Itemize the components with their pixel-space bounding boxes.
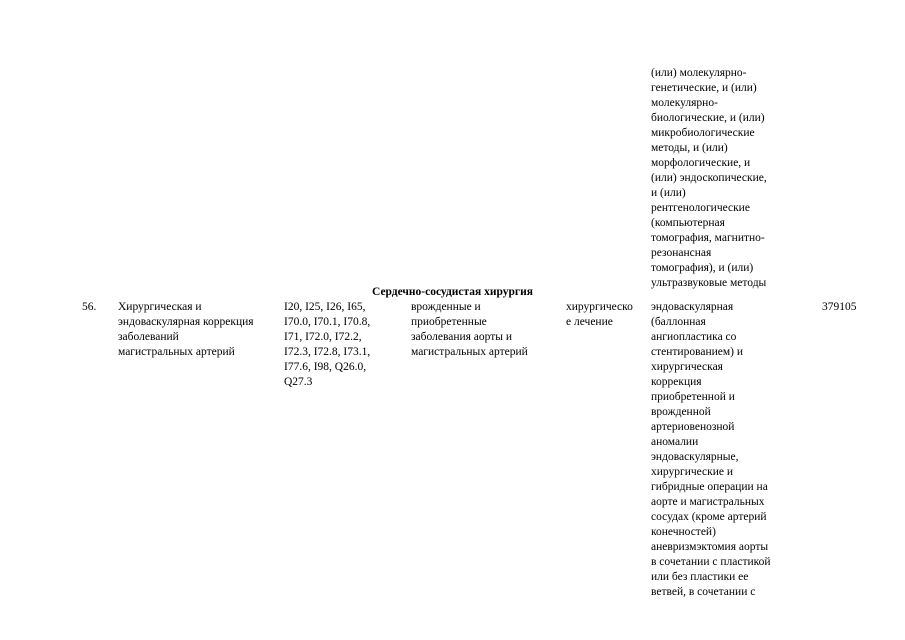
- text-line: (или) молекулярно-: [651, 67, 747, 79]
- text-line: приобретенной и: [651, 391, 735, 403]
- text-line: I72.3, I72.8, I73.1,: [284, 346, 371, 358]
- text-line: эндоваскулярная коррекция: [118, 316, 254, 328]
- text-line: магистральных артерий: [118, 346, 235, 358]
- text-line: хирургическая: [651, 361, 723, 373]
- text-line: томография), и (или): [651, 262, 754, 274]
- text-line: эндоваскулярные,: [651, 451, 739, 463]
- cost-cell: 379105: [822, 301, 857, 313]
- text-line: эндоваскулярная: [651, 301, 734, 313]
- text-line: сосудах (кроме артерий: [651, 511, 767, 523]
- text-line: е лечение: [566, 316, 613, 328]
- text-line: молекулярно-: [651, 97, 718, 109]
- text-line: методы, и (или): [651, 142, 728, 154]
- text-line: томография, магнитно-: [651, 232, 765, 244]
- intervention-name-cell: [118, 300, 278, 360]
- text-line: врожденной: [651, 406, 711, 418]
- text-line: (компьютерная: [651, 217, 725, 229]
- text-line: хирургические и: [651, 466, 734, 478]
- text-line: рентгенологические: [651, 202, 750, 214]
- text-line: аномалии: [651, 436, 699, 448]
- text-line: и (или): [651, 187, 686, 199]
- text-line: аорте и магистральных: [651, 496, 765, 508]
- text-line: Хирургическая и: [118, 301, 202, 313]
- text-line: врожденные и: [411, 301, 481, 313]
- text-line: I71, I72.0, I72.2,: [284, 331, 362, 343]
- text-line: I20, I25, I26, I65,: [284, 301, 366, 313]
- text-line: биологические, и (или): [651, 112, 765, 124]
- text-line: Q27.3: [284, 376, 313, 388]
- text-line: приобретенные: [411, 316, 487, 328]
- text-line: конечностей): [651, 526, 716, 538]
- text-line: в сочетании с пластикой: [651, 556, 771, 568]
- text-line: гибридные операции на: [651, 481, 768, 493]
- text-line: артериовенозной: [651, 421, 735, 433]
- text-line: (или) эндоскопические,: [651, 172, 767, 184]
- text-line: ветвей, в сочетании с: [651, 586, 756, 598]
- text-line: или без пластики ее: [651, 571, 749, 583]
- text-line: I77.6, I98, Q26.0,: [284, 361, 367, 373]
- patient-model-cell: [411, 300, 551, 360]
- text-line: I70.0, I70.1, I70.8,: [284, 316, 371, 328]
- diagnosis-codes-cell: [284, 300, 394, 390]
- text-line: аневризмэктомия аорты: [651, 541, 769, 553]
- text-line: ультразвуковые методы: [651, 277, 767, 289]
- continued-methods-cell: [651, 66, 791, 291]
- text-line: резонансная: [651, 247, 712, 259]
- text-line: микробиологические: [651, 127, 755, 139]
- text-line: стентированием) и: [651, 346, 743, 358]
- text-line: коррекция: [651, 376, 702, 388]
- row-number: 56.: [82, 301, 97, 313]
- treatment-method-cell: [651, 300, 791, 600]
- text-line: заболеваний: [118, 331, 179, 343]
- treatment-type-cell: [566, 300, 646, 330]
- text-line: заболевания аорты и: [411, 331, 513, 343]
- text-line: морфологические, и: [651, 157, 751, 169]
- section-heading: Сердечно-сосудистая хирургия: [372, 286, 533, 298]
- text-line: хирургическо: [566, 301, 633, 313]
- text-line: генетические, и (или): [651, 82, 757, 94]
- text-line: ангиопластика со: [651, 331, 737, 343]
- text-line: магистральных артерий: [411, 346, 528, 358]
- text-line: (баллонная: [651, 316, 706, 328]
